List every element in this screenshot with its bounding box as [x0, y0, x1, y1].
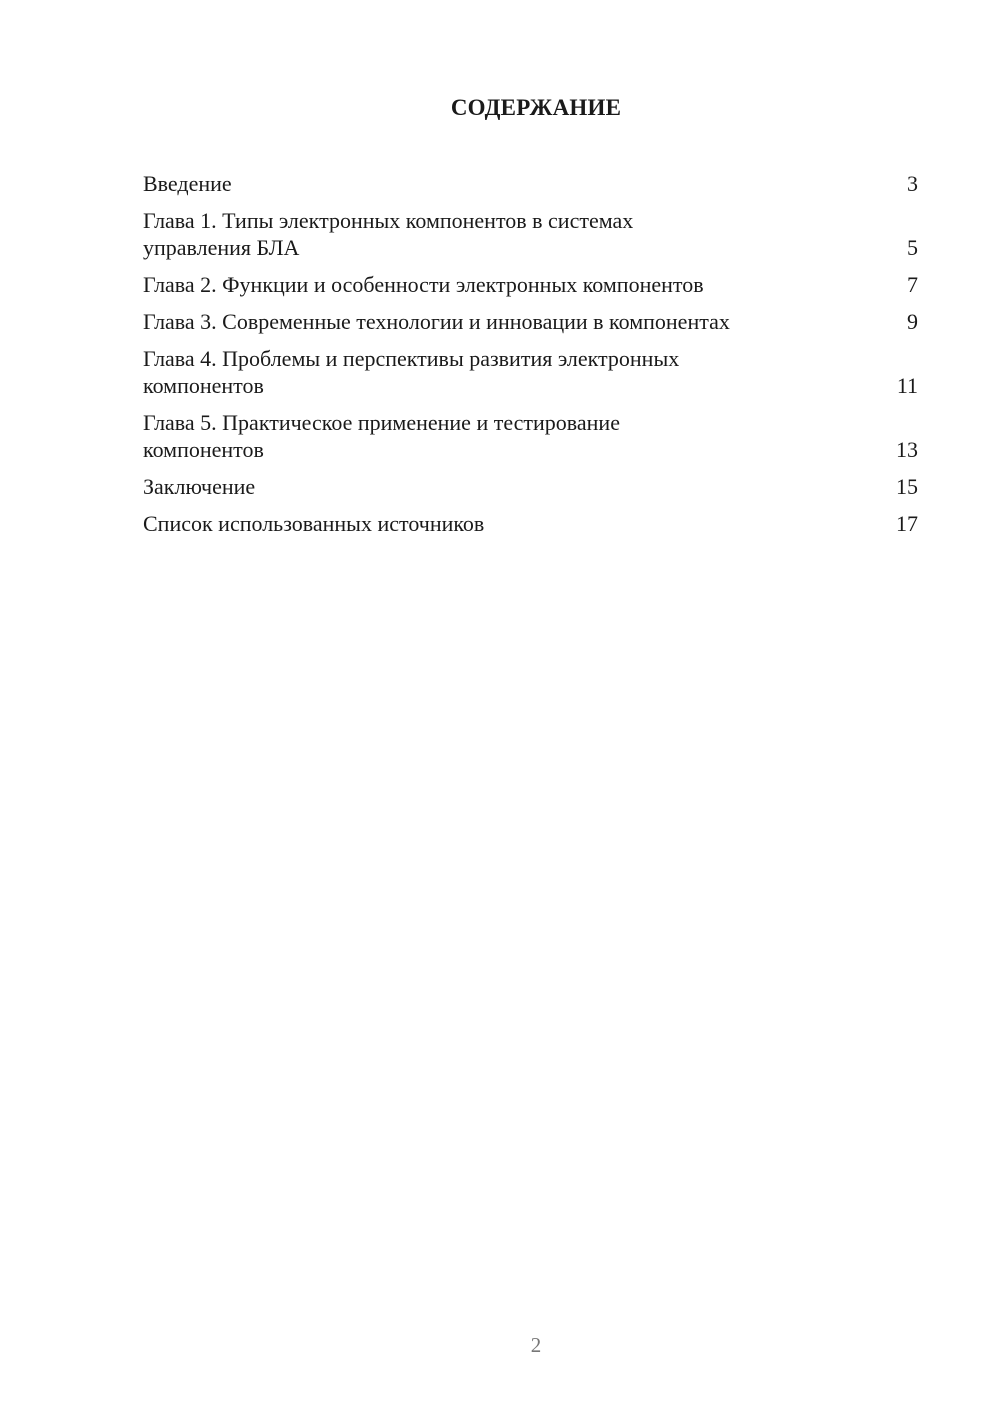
toc-entry-page: 17 [896, 511, 918, 536]
toc-entry-line: компонентов [143, 437, 264, 462]
toc-entry-page: 11 [896, 373, 918, 398]
toc-entry-line: компонентов [143, 373, 264, 398]
toc-entry-text [143, 271, 704, 298]
toc-entry-chapter-2[interactable] [143, 271, 918, 298]
toc-title: СОДЕРЖАНИЕ [450, 95, 622, 120]
toc-entry-line: Глава 4. Проблемы и перспективы развития электронных [143, 346, 680, 371]
toc-entry-introduction[interactable] [143, 170, 918, 197]
toc-entry-text [143, 473, 255, 500]
toc-entry-text [143, 207, 633, 261]
toc-entry-line: Глава 1. Типы электронных компонентов в системах [143, 208, 634, 233]
toc-entry-line: Список использованных источников [143, 511, 485, 536]
toc-entry-chapter-3[interactable] [143, 308, 918, 335]
toc-entry-text [143, 409, 620, 463]
toc-entry-references[interactable] [143, 510, 918, 537]
toc-entry-line: Введение [143, 171, 232, 196]
toc-entry-line: Глава 5. Практическое применение и тестирование [143, 410, 620, 435]
toc-entry-page: 7 [907, 272, 918, 297]
toc-entry-line: Заключение [143, 474, 256, 499]
toc-entry-text [143, 308, 730, 335]
toc-entry-text [143, 510, 484, 537]
toc-entry-page: 13 [896, 437, 918, 462]
toc-entry-conclusion[interactable] [143, 473, 918, 500]
toc-entry-page: 5 [907, 235, 918, 260]
page-number: 2 [530, 1333, 542, 1357]
toc-entry-page: 15 [896, 474, 918, 499]
toc-entry-chapter-1[interactable] [143, 207, 918, 261]
toc-entry-line: Глава 2. Функции и особенности электронных компонентов [143, 272, 704, 297]
toc-entry-line: Глава 3. Современные технологии и инновации в компонентах [143, 309, 730, 334]
toc-entry-page: 9 [907, 309, 918, 334]
toc-entry-line: управления БЛА [143, 235, 300, 260]
toc-entry-page: 3 [907, 171, 918, 196]
table-of-contents [143, 170, 918, 547]
toc-entry-chapter-4[interactable] [143, 345, 918, 399]
toc-entry-chapter-5[interactable] [143, 409, 918, 463]
toc-entry-text [143, 345, 679, 399]
toc-entry-text [143, 170, 232, 197]
